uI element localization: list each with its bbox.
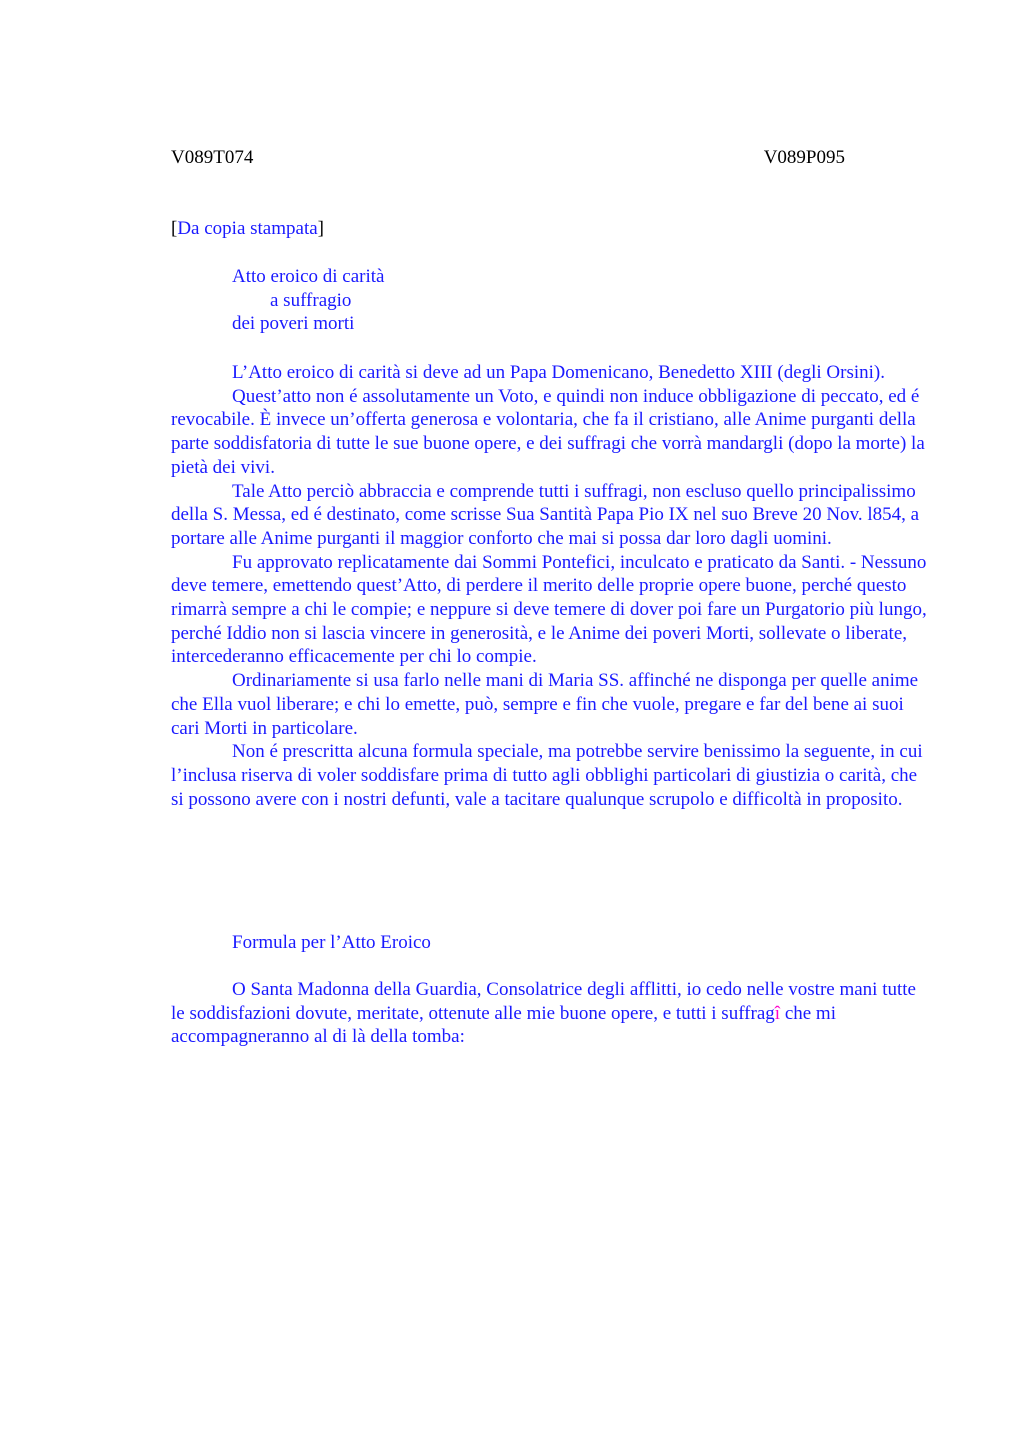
paragraph-3: Tale Atto perciò abbraccia e comprende tutti i suffragi, non escluso quello principalissimo della S. Messa, ed é destinato, come scrisse Sua Santità Papa Pio IX nel suo Breve 20 Nov. l854, a portare alle Anime purganti il maggior conforto che mai si possa dar loro dagli uomini.	[171, 480, 920, 549]
formula-text-after: che mi accompagneranno al di là della tomba:	[171, 1002, 836, 1048]
title-line-1: Atto eroico di carità	[232, 266, 385, 287]
formula-title: Formula per l’Atto Eroico	[232, 932, 431, 953]
paragraph-1: L’Atto eroico di carità si deve ad un Papa Domenicano, Benedetto XIII (degli Orsini).	[232, 362, 886, 383]
source-close-bracket: ]	[317, 218, 324, 239]
paragraph-6: Non é prescritta alcuna formula speciale, ma potrebbe servire benissimo la seguente, in cui l’inclusa riserva di voler soddisfare prima di tutto agli obblighi particolari di giustizia o carità, che si possono avere con i nostri defunti, vale a tacitare qualunque scrupolo e difficoltà in proposito.	[171, 741, 923, 810]
title-line-2: a suffragio	[270, 289, 352, 311]
source-note	[171, 217, 324, 241]
title-line-3: dei poveri morti	[232, 313, 355, 334]
document-title	[232, 265, 384, 336]
page-code-right: V089P095	[763, 147, 845, 168]
source-open-bracket: [	[171, 218, 178, 239]
formula-marked-char: î	[774, 1002, 781, 1024]
document-code-left: V089T074	[171, 147, 254, 168]
formula-body	[171, 978, 931, 1049]
source-label: Da copia stampata	[177, 218, 318, 239]
paragraph-2: Quest’atto non é assolutamente un Voto, e quindi non induce obbligazione di peccato, ed é revocabile. È invece un’offerta generosa e volontaria, che fa il cristiano, alle Anime purganti della parte soddisfatoria di tutte le sue buone opere, e dei suffragi che vorrà mandargli (dopo la morte) la pietà dei vivi.	[171, 385, 925, 478]
paragraph-4: Fu approvato replicatamente dai Sommi Pontefici, inculcato e praticato da Santi. - Nessuno deve temere, emettendo quest’Atto, di perdere il merito delle proprie opere buone, perché questo rimarrà sempre a chi le compie; e neppure si deve temere di dover poi fare un Purgatorio più lungo, perché Iddio non si lascia vincere in generosità, e le Anime dei poveri Morti, sollevate o liberate, intercederanno efficacemente per chi lo compie.	[171, 551, 927, 668]
document-header	[171, 146, 845, 170]
body-text	[171, 361, 931, 811]
formula-text-before: O Santa Madonna della Guardia, Consolatrice degli afflitti, io cedo nelle vostre mani tutte le soddisfazioni dovute, meritate, ottenute alle mie buone opere, e tutti i suffrag	[171, 979, 916, 1024]
formula-paragraph	[171, 978, 931, 1049]
paragraph-5: Ordinariamente si usa farlo nelle mani di Maria SS. affinché ne disponga per quelle anime che Ella vuol liberare; e chi lo emette, può, sempre e fin che vuole, pregare e far del bene ai suoi cari Morti in particolare.	[171, 670, 919, 739]
